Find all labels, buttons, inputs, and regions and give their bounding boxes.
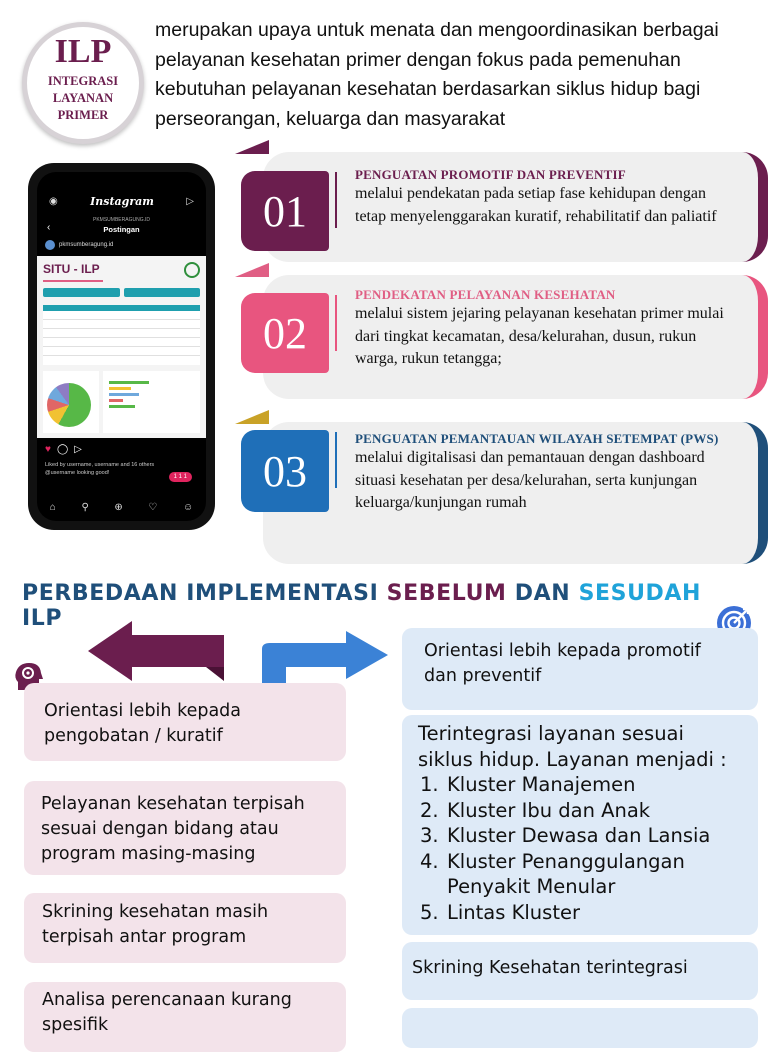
- donut-chart-card: [43, 371, 99, 433]
- divider: [335, 432, 337, 488]
- dashboard-table: [43, 305, 200, 365]
- corner-tab: [235, 410, 269, 424]
- bar: [109, 381, 149, 384]
- before-text: Pelayanan kesehatan terpisah sesuai dengan bidang atau program masing-masing: [41, 794, 305, 864]
- instagram-bottom-nav: [37, 502, 206, 513]
- share-icon: ▷: [74, 444, 82, 455]
- puskesmas-logo-icon: [184, 262, 200, 278]
- item-body: melalui pendekatan pada setiap fase kehidupan dengan tetap menyelenggarakan kuratif, rehabilitatif dan paliatif: [355, 185, 717, 225]
- item-heading: PENDEKATAN PELAYANAN KESEHATAN: [355, 287, 616, 302]
- list-number: 5.: [420, 900, 439, 924]
- table-row: [43, 347, 200, 356]
- add-post-icon: ⊕: [114, 502, 123, 513]
- item-heading: PENGUATAN PROMOTIF DAN PREVENTIF: [355, 167, 626, 182]
- item-text: [355, 287, 738, 371]
- camera-icon: ◉: [49, 195, 58, 207]
- arrow-right-icon: [262, 631, 388, 685]
- before-text: Analisa perencanaan kurang spesifik: [42, 990, 292, 1035]
- bar: [109, 399, 123, 402]
- table-row: [43, 338, 200, 347]
- after-text: Terintegrasi layanan sesuai siklus hidup. Layanan menjadi :: [418, 722, 727, 771]
- bar: [109, 393, 139, 396]
- list-item: [418, 772, 742, 798]
- list-number: 1.: [420, 773, 439, 796]
- cluster-label: Kluster Manajemen: [447, 773, 636, 796]
- title-after: SESUDAH: [578, 581, 702, 606]
- bar: [109, 387, 131, 390]
- item-pendekatan-pelayanan: [235, 275, 768, 399]
- cluster-label: Kluster Dewasa dan Lansia: [447, 824, 711, 847]
- list-item: [418, 849, 742, 900]
- cluster-label: Kluster Penanggulangan Penyakit Menular: [447, 849, 685, 898]
- after-box: [402, 942, 758, 1000]
- list-number: 3.: [420, 824, 439, 847]
- logo-title: ILP: [54, 33, 112, 70]
- donut-chart: [47, 383, 91, 427]
- phone-mockup: [28, 163, 215, 530]
- corner-tab: [235, 263, 269, 277]
- item-promotif-preventif: [235, 152, 768, 262]
- ilp-logo: [22, 22, 144, 144]
- divider: [335, 295, 337, 351]
- item-text: [355, 431, 738, 515]
- comment-icon: ◯: [56, 444, 69, 455]
- table-row: [43, 320, 200, 329]
- after-text: Skrining Kesehatan terintegrasi: [412, 958, 688, 978]
- search-icon: ⚲: [81, 502, 89, 513]
- dashboard-charts: [37, 367, 206, 437]
- filter-box: [124, 288, 201, 297]
- notification-badge: 1 1 1: [169, 472, 192, 482]
- filter-box: [43, 288, 120, 297]
- post-user: [37, 234, 206, 256]
- list-item: [418, 798, 742, 824]
- account-caption: PKMSUMBERAGUNG.ID: [93, 217, 150, 223]
- instagram-topbar: [37, 172, 206, 216]
- list-item: [418, 900, 742, 926]
- post-subheader: [37, 216, 206, 234]
- corner-tab: [235, 140, 269, 154]
- table-row: [43, 311, 200, 320]
- item-number: 01: [241, 171, 329, 251]
- title-part: DAN: [506, 581, 579, 606]
- before-box: [24, 982, 346, 1052]
- item-text: [355, 167, 738, 228]
- post-header: [37, 256, 206, 280]
- cluster-label: Lintas Kluster: [447, 900, 580, 924]
- dashboard-filters: [37, 282, 206, 303]
- item-number: 02: [241, 293, 329, 373]
- post-image: [37, 256, 206, 438]
- logo-subtitle: INTEGRASI LAYANAN PRIMER: [47, 74, 119, 122]
- cluster-label: Kluster Ibu dan Anak: [447, 798, 651, 822]
- after-text: Orientasi lebih kepada promotif dan preventif: [424, 641, 701, 686]
- before-text: Orientasi lebih kepada pengobatan / kuratif: [44, 701, 242, 746]
- item-body: melalui digitalisasi dan pemantauan dengan dashboard situasi kesehatan per desa/kelurahan, serta kunjungan keluarga/kunjungan rumah: [355, 449, 705, 511]
- arrow-left-icon: [88, 621, 224, 681]
- list-item: [418, 823, 742, 849]
- item-heading: PENGUATAN PEMANTAUAN WILAYAH SETEMPAT (PWS): [355, 431, 719, 446]
- activity-icon: ♡: [148, 502, 158, 513]
- after-box: [402, 628, 758, 710]
- after-box: [402, 1008, 758, 1048]
- bar-chart-card: [103, 371, 200, 433]
- home-icon: ⌂: [49, 502, 56, 513]
- item-body: melalui sistem jejaring pelayanan kesehatan primer mulai dari tingkat kecamatan, desa/kelurahan, dusun, rukun warga, rukun tetangga;: [355, 305, 724, 367]
- post-actions: [37, 438, 206, 461]
- phone-screen: [37, 172, 206, 521]
- item-number: 03: [241, 430, 329, 512]
- title-part: PERBEDAAN IMPLEMENTASI: [22, 581, 387, 606]
- title-before: SEBELUM: [386, 581, 507, 606]
- avatar: [45, 240, 55, 250]
- before-box: [24, 781, 346, 875]
- intro-text: merupakan upaya untuk menata dan mengoordinasikan berbagai pelayanan kesehatan primer dengan fokus pada pemenuhan kebutuhan pelayanan kesehatan berdasarkan siklus hidup bagi perseorangan, keluarga dan masyarakat: [155, 19, 719, 130]
- profile-icon: ☺: [182, 502, 194, 513]
- caption-text: @username looking good!: [45, 470, 110, 476]
- username: pkmsumberagung.id: [59, 242, 114, 248]
- divider: [335, 172, 337, 228]
- list-number: 4.: [420, 849, 439, 873]
- instagram-title: Instagram: [90, 194, 154, 208]
- bar: [109, 405, 135, 408]
- post-title: SITU - ILP: [43, 262, 100, 276]
- likes-text: Liked by username, username and 16 others: [45, 462, 155, 468]
- table-row: [43, 329, 200, 338]
- post-label: Postingan: [103, 225, 140, 234]
- after-box-clusters: [402, 715, 758, 935]
- cluster-list: [418, 772, 742, 925]
- heart-icon: ♥: [45, 444, 51, 455]
- send-icon: ▷: [186, 195, 194, 207]
- title-part: ILP: [22, 606, 63, 631]
- before-box: [24, 893, 346, 963]
- item-pws: [235, 422, 768, 564]
- back-icon: ‹: [47, 222, 51, 233]
- before-text: Skrining kesehatan masih terpisah antar program: [42, 902, 269, 947]
- before-box: [24, 683, 346, 761]
- list-number: 2.: [420, 798, 439, 822]
